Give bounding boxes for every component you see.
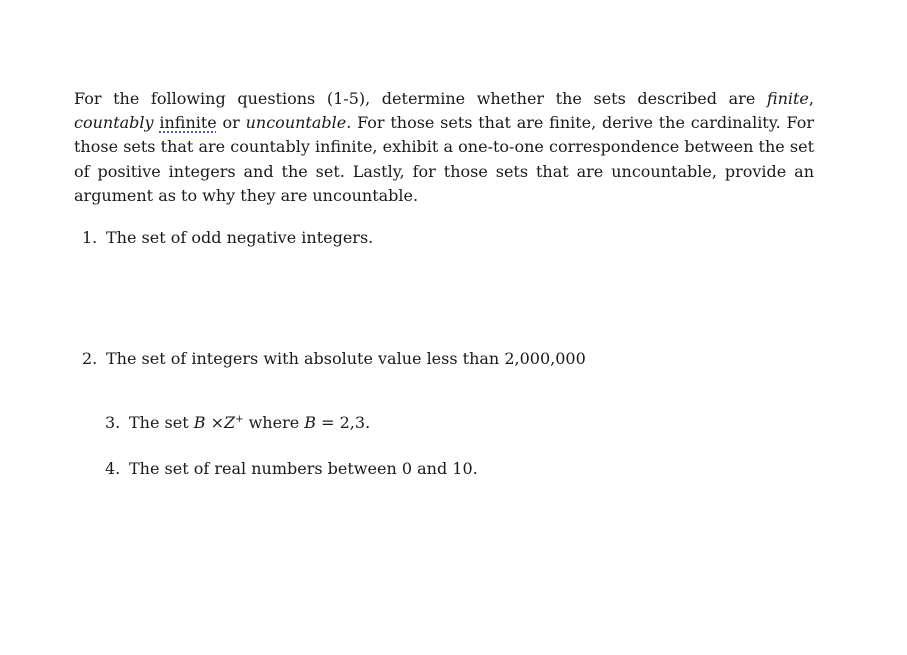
term-countably: countably (74, 113, 154, 133)
intro-text-2: . For those sets that are finite, derive the cardinality. For those sets that are countably infinite, exhibit a one-to-one correspondence between the set of positive integers and the set. Lastly, for those sets that are uncountable, provide an argument as to why they are uncountable. (74, 113, 815, 205)
set-z-symbol: Z (224, 413, 236, 432)
question-text-rest: = 2,3. (316, 413, 371, 432)
times-symbol: × (205, 413, 224, 432)
question-number: 4. (105, 459, 121, 478)
set-b-symbol-2: B (304, 413, 317, 432)
question-number: 1. (82, 228, 98, 247)
term-uncountable: uncountable (245, 113, 347, 133)
question-text-where: where (243, 413, 305, 432)
term-infinite-spellcheck[interactable]: infinite (159, 113, 217, 133)
instructions-paragraph (74, 87, 814, 208)
question-text: The set of real numbers between 0 and 10. (129, 459, 478, 478)
intro-comma: , (808, 89, 814, 108)
intro-text-1: For the following questions (1-5), determine whether the sets described are (74, 89, 767, 108)
question-2 (82, 348, 586, 370)
question-number: 3. (105, 413, 121, 432)
question-1 (82, 227, 373, 249)
term-finite: finite (766, 89, 809, 108)
question-4 (105, 458, 478, 480)
question-number: 2. (82, 349, 98, 368)
superscript-plus: + (235, 414, 244, 425)
question-text-prefix: The set (129, 413, 194, 432)
question-text: The set of integers with absolute value less than 2,000,000 (106, 349, 586, 368)
question-text: The set of odd negative integers. (106, 228, 374, 247)
intro-or: or (216, 113, 246, 133)
question-3 (105, 409, 370, 434)
set-b-symbol: B (193, 413, 206, 432)
